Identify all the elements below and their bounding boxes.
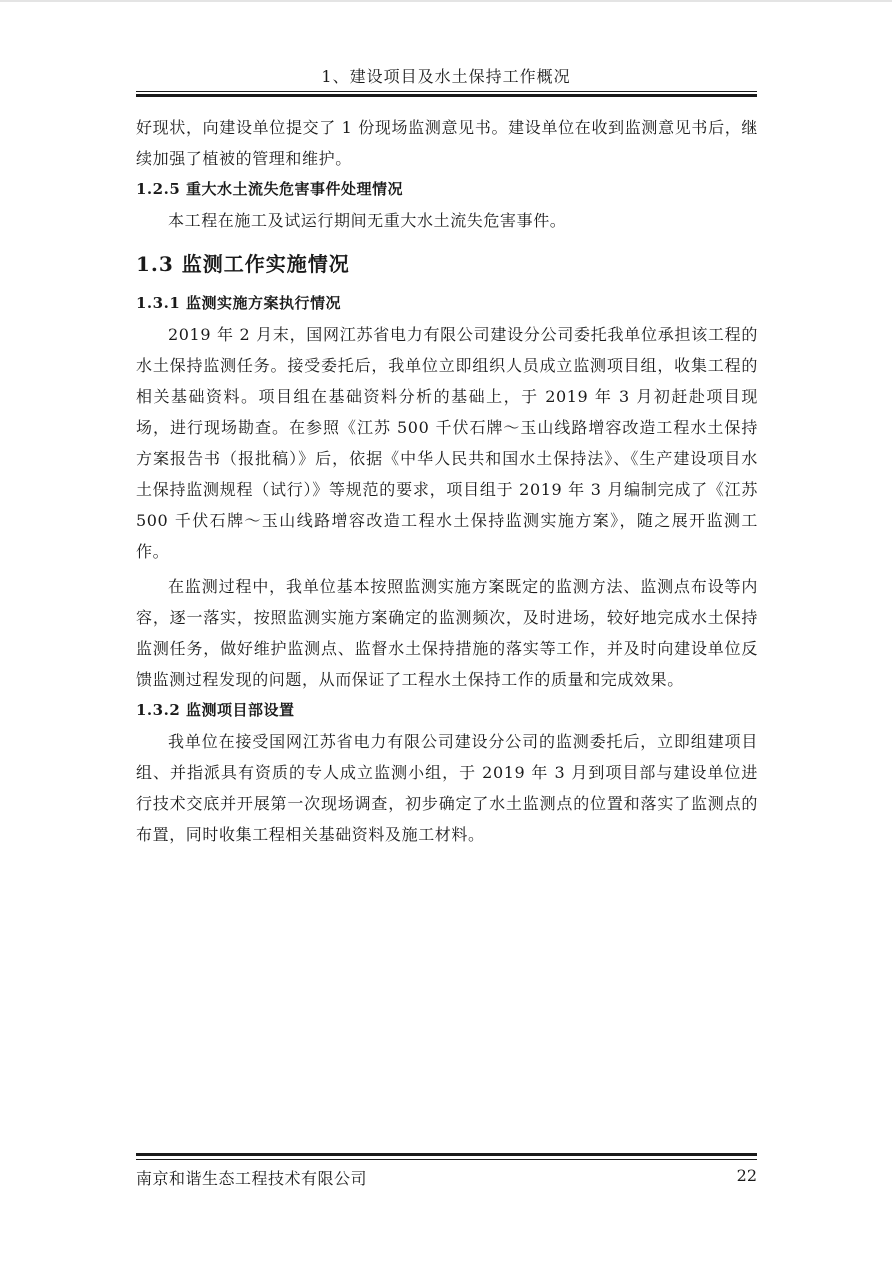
heading-1-3: 1.3 监测工作实施情况 (136, 252, 350, 276)
paragraph-1-2-5: 本工程在施工及试运行期间无重大水土流失危害事件。 (168, 211, 567, 230)
heading-1-3-1: 1.3.1 监测实施方案执行情况 (136, 294, 341, 312)
footer-company-name: 南京和谐生态工程技术有限公司 (136, 1169, 368, 1188)
header-rule-thin (136, 91, 757, 92)
paragraph-continued: 好现状，向建设单位提交了 1 份现场监测意见书。建设单位在收到监测意见书后，继续加强了植被的管理和维护。 (136, 118, 758, 168)
running-header-title: 1、建设项目及水土保持工作概况 (321, 67, 571, 86)
footer-rule-thin (136, 1159, 757, 1160)
heading-1-3-2: 1.3.2 监测项目部设置 (136, 701, 295, 719)
header-rule-thick (136, 94, 757, 97)
paragraph-1-3-2: 我单位在接受国网江苏省电力有限公司建设分公司的监测委托后，立即组建项目组、并指派具有资质的专人成立监测小组，于 2019 年 3 月到项目部与建设单位进行技术交底并开展第一次现场调查，初步确定了水土监测点的位置和落实了监测点的布置，同时收集工程相关基础资料及施工材料。 (136, 732, 758, 844)
paragraph-1-3-1-b: 在监测过程中，我单位基本按照监测实施方案既定的监测方法、监测点布设等内容，逐一落实，按照监测实施方案确定的监测频次，及时进场，较好地完成水土保持监测任务，做好维护监测点、监督水土保持措施的落实等工作，并及时向建设单位反馈监测过程发现的问题，从而保证了工程水土保持工作的质量和完成效果。 (136, 577, 758, 689)
heading-1-2-5: 1.2.5 重大水土流失危害事件处理情况 (136, 180, 403, 198)
page-top-edge (0, 0, 892, 2)
paragraph-1-3-1-a: 2019 年 2 月末，国网江苏省电力有限公司建设分公司委托我单位承担该工程的水土保持监测任务。接受委托后，我单位立即组织人员成立监测项目组，收集工程的相关基础资料。项目组在基础资料分析的基础上，于 2019 年 3 月初赶赴项目现场，进行现场勘查。在参照《江苏 500 千伏石牌～玉山线路增容改造工程水土保持方案报告书（报批稿）》后，依据《中华人民共和国水土保持法》、《生产建设项目水土保持监测规程（试行）》等规范的要求，项目组于 2019 年 3 月编制完成了《江苏 500 千伏石牌～玉山线路增容改造工程水土保持监测实施方案》，随之展开监测工作。 (136, 325, 758, 561)
footer-rule-thick (136, 1153, 757, 1156)
page-number: 22 (736, 1166, 757, 1185)
body-content (136, 112, 758, 850)
